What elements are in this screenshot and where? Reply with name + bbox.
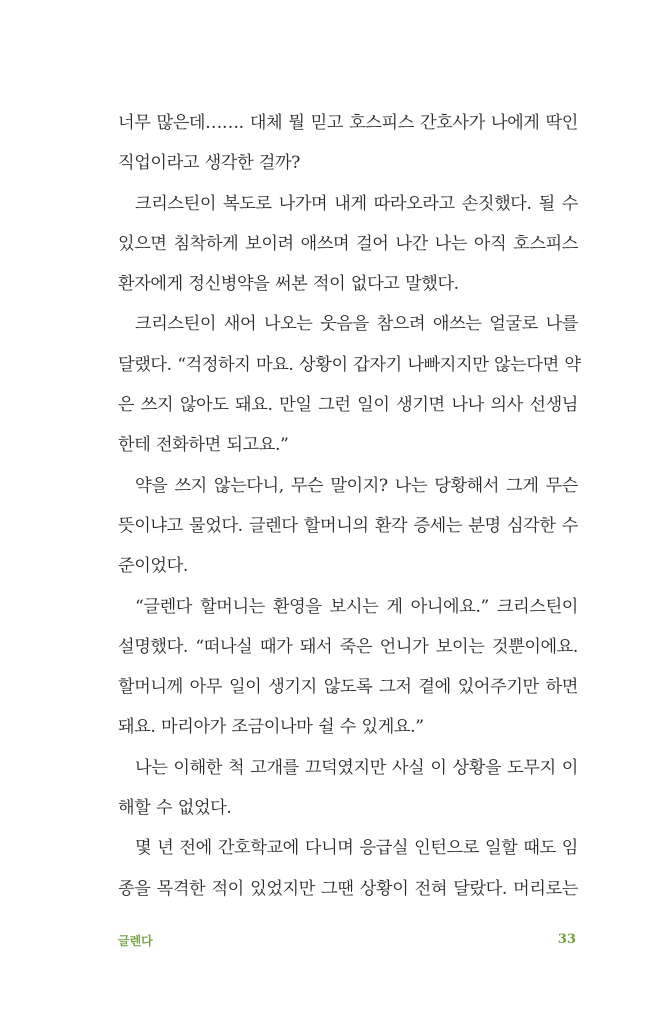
text-line: 해할 수 없었다. xyxy=(118,798,232,819)
text-line: 할머니께 아무 일이 생기지 않도록 그저 곁에 있어주기만 하면 xyxy=(118,677,578,698)
text-line: 달랬다. “걱정하지 마요. 상황이 갑자기 나빠지지만 않는다면 약 xyxy=(118,354,581,375)
text-line: 크리스틴이 복도로 나가며 내게 따라오라고 손짓했다. 될 수 xyxy=(135,193,578,214)
body-text xyxy=(118,103,581,909)
page-footer xyxy=(118,932,576,952)
running-title: 글렌다 xyxy=(118,934,153,948)
text-line: “글렌다 할머니는 환영을 보시는 게 아니에요.” 크리스틴이 xyxy=(135,596,578,617)
text-line: 한테 전화하면 되고요.” xyxy=(118,435,289,456)
text-line: 준이었다. xyxy=(118,556,188,577)
text-line: 뜻이냐고 물었다. 글렌다 할머니의 환각 증세는 분명 심각한 수 xyxy=(118,515,578,536)
page-number: 33 xyxy=(557,932,576,947)
text-line: 돼요. 마리아가 조금이나마 쉴 수 있게요.” xyxy=(118,717,424,738)
text-line: 크리스틴이 새어 나오는 웃음을 참으려 애쓰는 얼굴로 나를 xyxy=(135,314,578,335)
text-line: 나는 이해한 척 고개를 끄덕였지만 사실 이 상황을 도무지 이 xyxy=(135,757,578,778)
text-line: 직업이라고 생각한 걸까? xyxy=(118,153,300,174)
text-line: 환자에게 정신병약을 써본 적이 없다고 말했다. xyxy=(118,274,459,295)
text-line: 몇 년 전에 간호학교에 다니며 응급실 인턴으로 일할 때도 임 xyxy=(135,838,578,859)
text-line: 있으면 침착하게 보이려 애쓰며 걸어 나간 나는 아직 호스피스 xyxy=(118,233,578,254)
text-line: 약을 쓰지 않는다니, 무슨 말이지? 나는 당황해서 그게 무슨 xyxy=(135,475,578,496)
text-line: 종을 목격한 적이 있었지만 그땐 상황이 전혀 달랐다. 머리로는 xyxy=(118,878,578,899)
text-line: 너무 많은데……. 대체 뭘 믿고 호스피스 간호사가 나에게 딱인 xyxy=(118,113,578,133)
text-line: 설명했다. “떠나실 때가 돼서 죽은 언니가 보이는 것뿐이에요. xyxy=(118,636,578,657)
text-line: 은 쓰지 않아도 돼요. 만일 그런 일이 생기면 나나 의사 선생님 xyxy=(118,395,578,416)
